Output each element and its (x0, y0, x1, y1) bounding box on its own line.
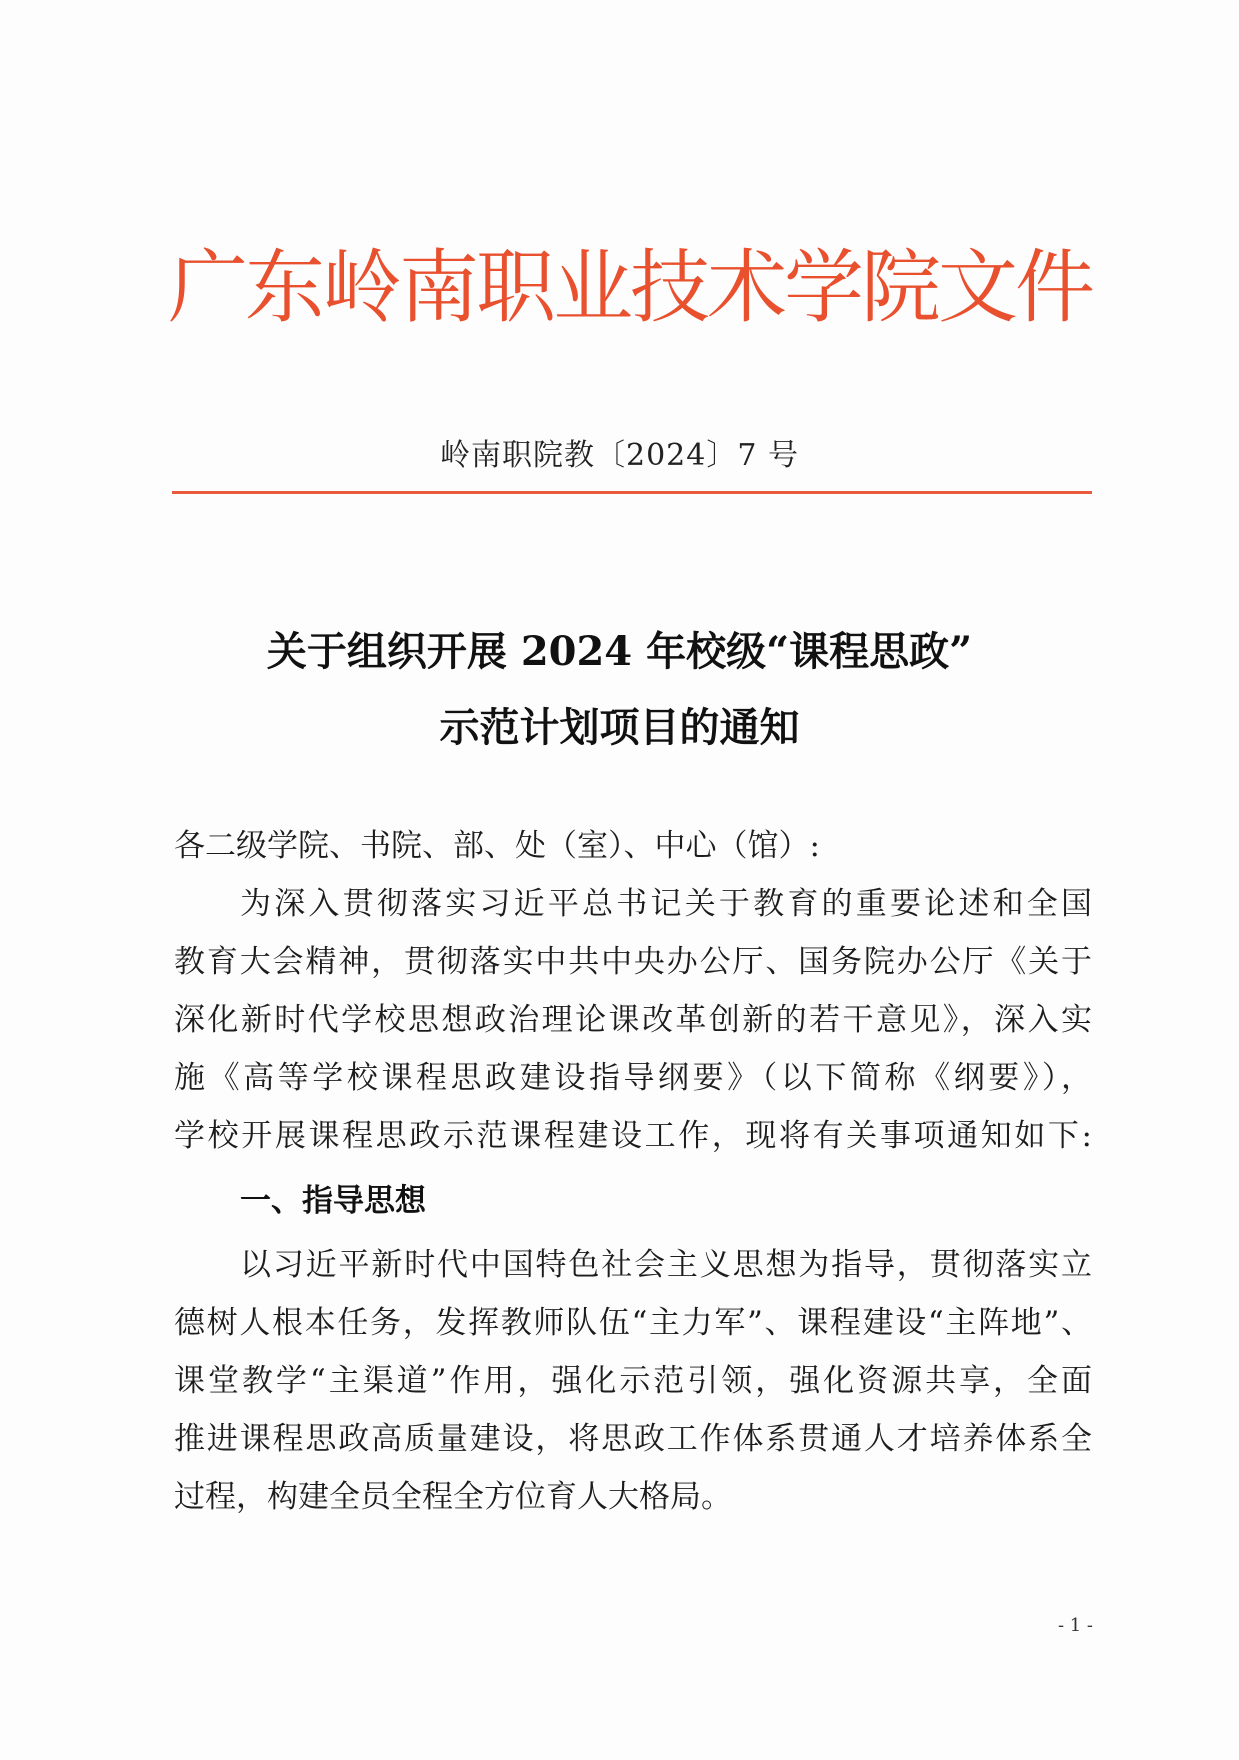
red-divider-line (172, 491, 1092, 494)
addressee-line: 各二级学院、书院、部、处（室）、中心（馆）: (174, 828, 820, 864)
section-paragraph-line: 课堂教学“主渠道”作用，强化示范引领，强化资源共享，全面 (174, 1363, 1092, 1399)
page-number: - 1 - (1057, 1615, 1093, 1636)
section-paragraph-line: 德树人根本任务，发挥教师队伍“主力军”、课程建设“主阵地”、 (174, 1305, 1092, 1341)
intro-line: 施《高等学校课程思政建设指导纲要》（以下简称《纲要》）， (174, 1060, 1092, 1096)
issuing-organization-title: 广东岭南职业技术学院文件 (168, 241, 1092, 334)
intro-line: 教育大会精神，贯彻落实中共中央办公厅、国务院办公厅《关于 (174, 944, 1092, 980)
notice-title-line-1: 关于组织开展 2024 年校级“课程思政” (266, 628, 973, 675)
section-paragraph-line: 过程，构建全员全程全方位育人大格局。 (174, 1479, 732, 1515)
document-number: 岭南职院教〔2024〕7 号 (440, 438, 799, 473)
intro-line: 学校开展课程思政示范课程建设工作，现将有关事项通知如下: (174, 1118, 1092, 1154)
section-heading-guiding-ideology: 一、指导思想 (240, 1183, 426, 1219)
notice-title-line-2: 示范计划项目的通知 (439, 704, 800, 751)
intro-line: 深化新时代学校思想政治理论课改革创新的若干意见》，深入实 (174, 1002, 1092, 1038)
intro-line: 为深入贯彻落实习近平总书记关于教育的重要论述和全国 (240, 886, 1092, 922)
section-paragraph-line: 以习近平新时代中国特色社会主义思想为指导，贯彻落实立 (240, 1247, 1092, 1283)
section-paragraph-line: 推进课程思政高质量建设，将思政工作体系贯通人才培养体系全 (174, 1421, 1092, 1457)
